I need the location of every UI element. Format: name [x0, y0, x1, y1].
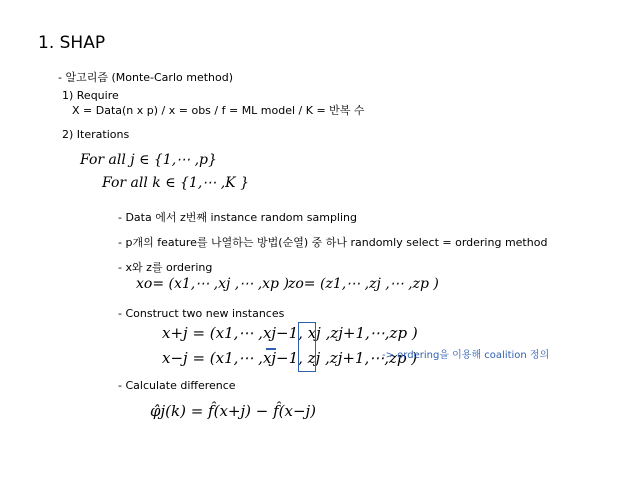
for-j-loop: For all j ∈ {1,⋯ ,p}: [80, 152, 217, 168]
require-definition: X = Data(n x p) / x = obs / f = ML model / K = 반복 수: [72, 104, 365, 117]
coalition-note: -> ordering을 이용해 coalition 정의: [382, 350, 550, 361]
iterations-heading: 2) Iterations: [62, 128, 130, 141]
swap-highlight-box: [298, 322, 316, 372]
x-minus-j-formula: x−j = (x1,⋯ ,xj−1, zj ,zj+1,⋯,zp ): [162, 349, 418, 367]
step-order-xz: - x와 z를 ordering: [118, 261, 213, 274]
x-ordered-formula: xo= (x1,⋯ ,xj ,⋯ ,xp ): [136, 276, 289, 292]
x-plus-j-formula: x+j = (x1,⋯ ,xj−1, xj ,zj+1,⋯,zp ): [162, 324, 418, 342]
highlight-tick: [266, 348, 276, 350]
step-ordering-method: - p개의 feature를 나열하는 방법(순열) 중 하나 randomly select = ordering method: [118, 236, 548, 249]
for-k-loop: For all k ∈ {1,⋯ ,K }: [102, 175, 249, 191]
algorithm-heading: - 알고리즘 (Monte-Carlo method): [58, 71, 233, 84]
step-construct: - Construct two new instances: [118, 307, 285, 320]
z-ordered-formula: zo= (z1,⋯ ,zj ,⋯ ,zp ): [288, 276, 439, 292]
step-difference: - Calculate difference: [118, 379, 236, 392]
difference-formula: φ̂j(k) = f̂(x+j) − f̂(x−j): [150, 402, 317, 420]
step-sampling: - Data 에서 z번째 instance random sampling: [118, 211, 357, 224]
require-heading: 1) Require: [62, 89, 119, 102]
page-title: 1. SHAP: [38, 33, 106, 53]
